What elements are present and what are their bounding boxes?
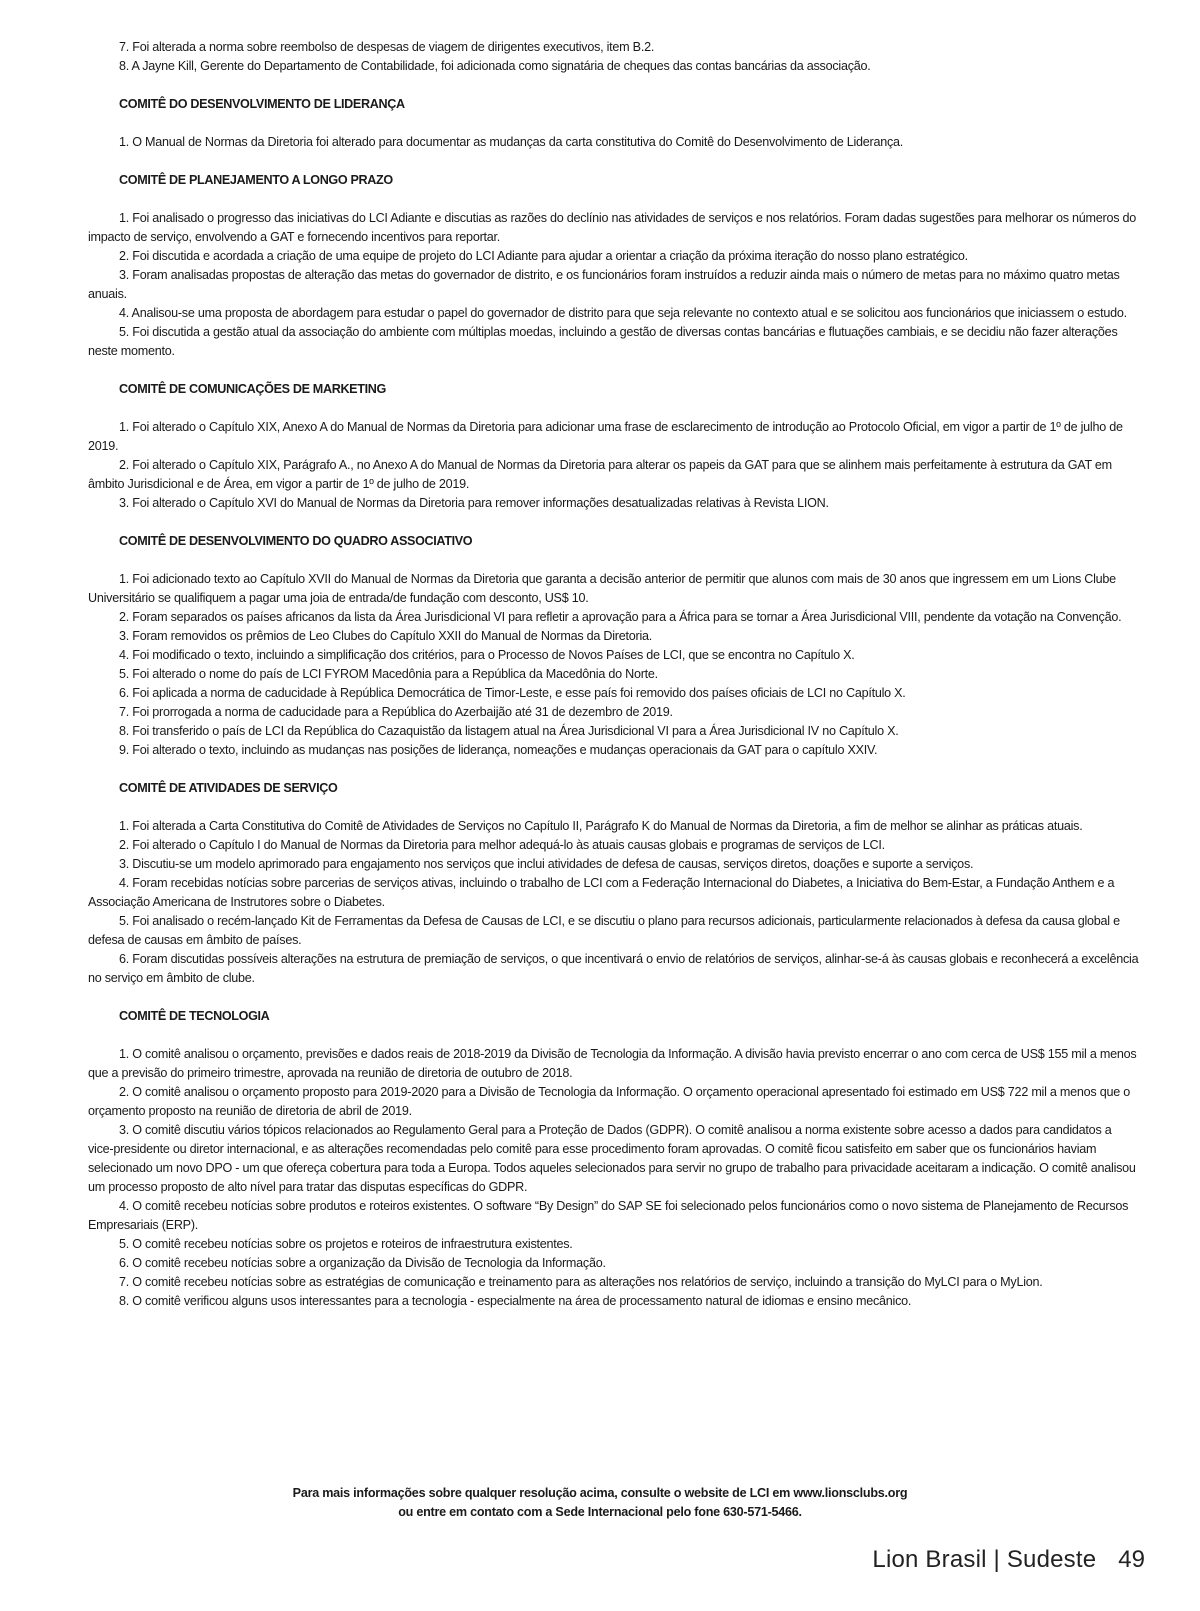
list-item: 3. Foi alterado o Capítulo XVI do Manual de Normas da Diretoria para remover informações desatualizadas relativas à Revista LION. xyxy=(119,496,829,510)
list-item: 2. Foi discutida e acordada a criação de uma equipe de projeto do LCI Adiante para ajudar a orientar a criação da próxima iteração do nosso plano estratégico. xyxy=(119,249,968,263)
contact-note xyxy=(0,1484,1200,1522)
section-heading-atividades-servico: COMITÊ DE ATIVIDADES DE SERVIÇO xyxy=(119,781,338,795)
list-item: 5. Foi discutida a gestão atual da associação do ambiente com múltiplas moedas, incluindo a gestão de diversas contas bancárias e flutuações cambiais, e se decidiu não fazer alterações neste momento. xyxy=(88,325,1118,358)
list-item: 6. Foram discutidas possíveis alterações na estrutura de premiação de serviços, o que incentivará o envio de relatórios de serviços, alinhar-se-á às causas globais e reconhecerá a excelência no serviço em âmbito de clube. xyxy=(88,952,1139,985)
list-item: 1. Foi adicionado texto ao Capítulo XVII do Manual de Normas da Diretoria que garanta a decisão anterior de permitir que alunos com mais de 30 anos que ingressem em um Lions Clube Universitário se qualifiquem a pagar uma joia de entrada/de fundação com desconto, US$ 10. xyxy=(88,572,1116,605)
list-item: 5. O comitê recebeu notícias sobre os projetos e roteiros de infraestrutura existentes. xyxy=(119,1237,573,1251)
list-item: 9. Foi alterado o texto, incluindo as mudanças nas posições de liderança, nomeações e mudanças operacionais da GAT para o capítulo XXIV. xyxy=(119,743,878,757)
list-item: 3. O comitê discutiu vários tópicos relacionados ao Regulamento Geral para a Proteção de Dados (GDPR). O comitê analisou a norma existente sobre acesso a dados para candidatos a vice-presidente ou diretor internacional, e as alterações recomendadas pelo comitê para esse procedimento foram aprovadas. O comitê ficou satisfeito em saber que os funcionários haviam selecionado um novo DPO - um que ofereça cobertura para toda a Europa. Todos aqueles selecionados para servir no grupo de trabalho para privacidade aceitaram a indicação. O comitê analisou um processo proposto de alto nível para tratar das disputas específicas do GDPR. xyxy=(88,1123,1136,1194)
list-item: 2. Foram separados os países africanos da lista da Área Jurisdicional VI para refletir a aprovação para a África para se tornar a Área Jurisdicional VIII, pendente da votação na Convenção. xyxy=(119,610,1122,624)
list-item: 1. Foi alterado o Capítulo XIX, Anexo A do Manual de Normas da Diretoria para adicionar uma frase de esclarecimento de introdução ao Protocolo Oficial, em vigor a partir de 1º de julho de 2019. xyxy=(88,420,1123,453)
list-item: 2. O comitê analisou o orçamento proposto para 2019-2020 para a Divisão de Tecnologia da Informação. O orçamento operacional apresentado foi estimado em US$ 722 mil a menos que o orçamento proposto na reunião de diretoria de abril de 2019. xyxy=(88,1085,1130,1118)
section-heading-planejamento: COMITÊ DE PLANEJAMENTO A LONGO PRAZO xyxy=(119,173,393,187)
page-footer xyxy=(872,1545,1145,1575)
intro-item: 8. A Jayne Kill, Gerente do Departamento de Contabilidade, foi adicionada como signatária de cheques das contas bancárias da associação. xyxy=(119,59,871,73)
list-item: 3. Discutiu-se um modelo aprimorado para engajamento nos serviços que inclui atividades de defesa de causas, serviços diretos, doações e suporte a serviços. xyxy=(119,857,974,871)
list-item: 1. Foi alterada a Carta Constitutiva do Comitê de Atividades de Serviços no Capítulo II, Parágrafo K do Manual de Normas da Diretoria, a fim de melhor se alinhar as práticas atuais. xyxy=(119,819,1083,833)
list-item: 6. Foi aplicada a norma de caducidade à República Democrática de Timor-Leste, e esse país foi removido dos países oficiais de LCI no Capítulo X. xyxy=(119,686,906,700)
list-item: 8. Foi transferido o país de LCI da República do Cazaquistão da listagem atual na Área Jurisdicional VI para a Área Jurisdicional IV no Capítulo X. xyxy=(119,724,899,738)
document-body xyxy=(88,0,1140,1311)
list-item: 5. Foi analisado o recém-lançado Kit de Ferramentas da Defesa de Causas de LCI, e se discutiu o plano para recursos adicionais, particularmente relacionados à defesa da causa global e defesa de causas em âmbito de países. xyxy=(88,914,1120,947)
list-item: 7. O comitê recebeu notícias sobre as estratégias de comunicação e treinamento para as alterações nos relatórios de serviço, incluindo a transição do MyLCI para o MyLion. xyxy=(119,1275,1043,1289)
section-heading-quadro-associativo: COMITÊ DE DESENVOLVIMENTO DO QUADRO ASSOCIATIVO xyxy=(119,534,473,548)
list-item: 2. Foi alterado o Capítulo XIX, Parágrafo A., no Anexo A do Manual de Normas da Diretoria para alterar os papeis da GAT para que se alinhem mais perfeitamente à estrutura da GAT em âmbito Jurisdicional e de Área, em vigor a partir de 1º de julho de 2019. xyxy=(88,458,1112,491)
section-heading-tecnologia: COMITÊ DE TECNOLOGIA xyxy=(119,1009,270,1023)
section-heading-marketing: COMITÊ DE COMUNICAÇÕES DE MARKETING xyxy=(119,382,386,396)
list-item: 3. Foram analisadas propostas de alteração das metas do governador de distrito, e os funcionários foram instruídos a reduzir ainda mais o número de metas para no máximo quatro metas anuais. xyxy=(88,268,1120,301)
contact-note-line: ou entre em contato com a Sede Internacional pelo fone 630-571-5466. xyxy=(398,1505,802,1519)
list-item: 4. Foi modificado o texto, incluindo a simplificação dos critérios, para o Processo de Novos Países de LCI, que se encontra no Capítulo X. xyxy=(119,648,855,662)
list-item: 6. O comitê recebeu notícias sobre a organização da Divisão de Tecnologia da Informação. xyxy=(119,1256,606,1270)
list-item: 8. O comitê verificou alguns usos interessantes para a tecnologia - especialmente na área de processamento natural de idiomas e ensino mecânico. xyxy=(119,1294,912,1308)
contact-note-line: Para mais informações sobre qualquer resolução acima, consulte o website de LCI em www.lionsclubs.org xyxy=(292,1486,908,1500)
list-item: 4. O comitê recebeu notícias sobre produtos e roteiros existentes. O software “By Design” do SAP SE foi selecionado pelos funcionários como o novo sistema de Planejamento de Recursos Empresariais (ERP). xyxy=(88,1199,1129,1232)
list-item: 3. Foram removidos os prêmios de Leo Clubes do Capítulo XXII do Manual de Normas da Diretoria. xyxy=(119,629,652,643)
page-number: 49 xyxy=(1118,1546,1145,1573)
list-item: 4. Analisou-se uma proposta de abordagem para estudar o papel do governador de distrito para que seja relevante no contexto atual e se solicitou aos funcionários que iniciassem o estudo. xyxy=(119,306,1127,320)
publication-name: Lion Brasil | Sudeste xyxy=(872,1546,1097,1573)
list-item: 1. Foi analisado o progresso das iniciativas do LCI Adiante e discutias as razões do declínio nas atividades de serviços e nos relatórios. Foram dadas sugestões para melhorar os números do impacto de serviço, envolvendo a GAT e fornecendo incentivos para reportar. xyxy=(88,211,1137,244)
list-item: 7. Foi prorrogada a norma de caducidade para a República do Azerbaijão até 31 de dezembro de 2019. xyxy=(119,705,673,719)
list-item: 2. Foi alterado o Capítulo I do Manual de Normas da Diretoria para melhor adequá-lo às atuais causas globais e programas de serviços de LCI. xyxy=(119,838,885,852)
list-item: 5. Foi alterado o nome do país de LCI FYROM Macedônia para a República da Macedônia do Norte. xyxy=(119,667,658,681)
intro-item: 7. Foi alterada a norma sobre reembolso de despesas de viagem de dirigentes executivos, item B.2. xyxy=(119,40,655,54)
list-item: 1. O comitê analisou o orçamento, previsões e dados reais de 2018-2019 da Divisão de Tecnologia da Informação. A divisão havia previsto encerrar o ano com cerca de US$ 155 mil a menos que a previsão do primeiro trimestre, aprovada na reunião de diretoria de outubro de 2018. xyxy=(88,1047,1137,1080)
section-heading-lideranca: COMITÊ DO DESENVOLVIMENTO DE LIDERANÇA xyxy=(119,97,405,111)
list-item: 4. Foram recebidas notícias sobre parcerias de serviços ativas, incluindo o trabalho de LCI com a Federação Internacional do Diabetes, a Iniciativa do Bem-Estar, a Fundação Anthem e a Associação Americana de Instrutores sobre o Diabetes. xyxy=(88,876,1115,909)
list-item: 1. O Manual de Normas da Diretoria foi alterado para documentar as mudanças da carta constitutiva do Comitê do Desenvolvimento de Liderança. xyxy=(119,135,904,149)
